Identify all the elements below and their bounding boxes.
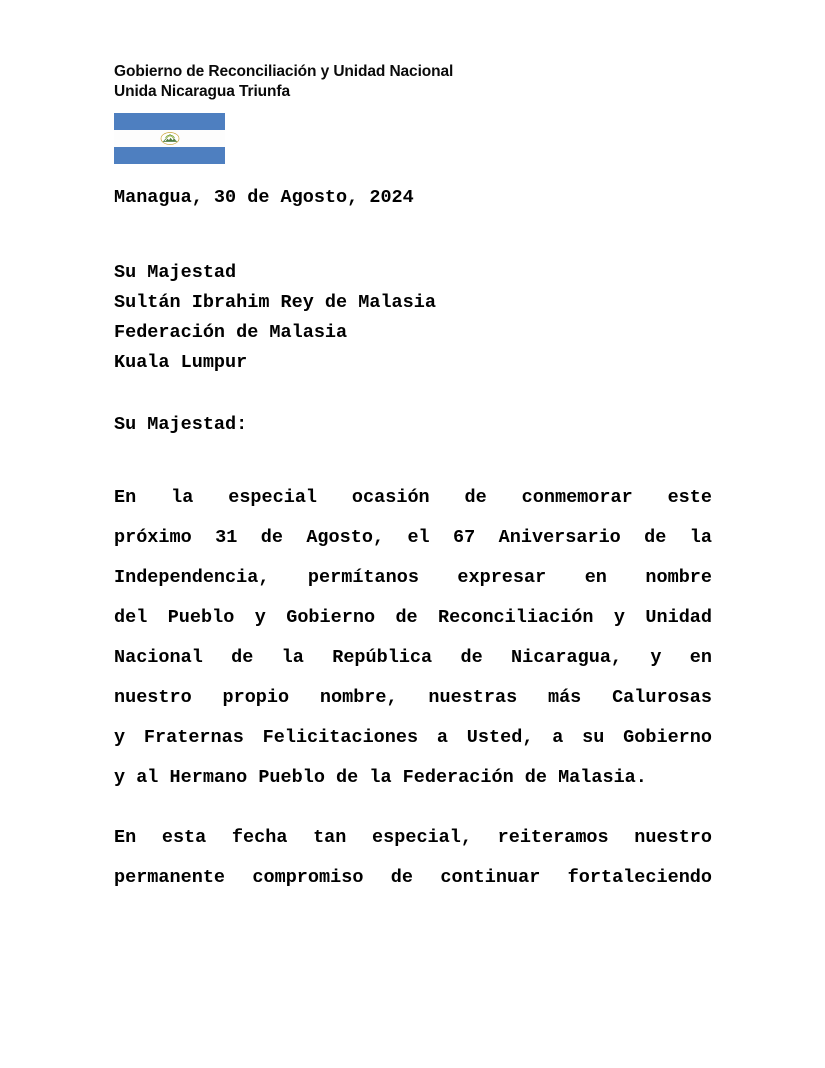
address-line-2: Sultán Ibrahim Rey de Malasia [114, 292, 436, 313]
address-line-1: Su Majestad [114, 262, 237, 283]
paragraph-1-line-2: próximo 31 de Agosto, el 67 Aniversario de la [114, 527, 712, 548]
paragraph-1-line-5: Nacional de la República de Nicaragua, y en [114, 647, 712, 668]
paragraph-2-line-2: permanente compromiso de continuar fortaleciendo [114, 867, 712, 888]
flag-stripe-top-blue [114, 113, 225, 130]
paragraph-1-line-6: nuestro propio nombre, nuestras más Calurosas [114, 687, 712, 708]
letterhead-line-2: Unida Nicaragua Triunfa [114, 83, 290, 100]
recipient-address [114, 258, 712, 378]
paragraph-2-line-1: En esta fecha tan especial, reiteramos nuestro [114, 827, 712, 848]
paragraph-1-line-4: del Pueblo y Gobierno de Reconciliación y Unidad [114, 607, 712, 628]
paragraph-1-line-1: En la especial ocasión de conmemorar este [114, 487, 712, 508]
address-line-3: Federación de Malasia [114, 322, 348, 343]
salutation: Su Majestad: [114, 414, 248, 435]
paragraph-1 [114, 478, 712, 798]
address-line-4: Kuala Lumpur [114, 352, 248, 373]
paragraph-2 [114, 818, 712, 898]
nicaragua-coat-of-arms-icon [160, 132, 180, 145]
letter-body [114, 183, 712, 898]
letterhead [114, 62, 734, 102]
paragraph-1-line-8: y al Hermano Pueblo de la Federación de Malasia. [114, 767, 647, 788]
paragraph-1-line-3: Independencia, permítanos expresar en nombre [114, 567, 712, 588]
flag-stripe-bottom-blue [114, 147, 225, 164]
nicaragua-flag-icon [114, 113, 225, 164]
date-line: Managua, 30 de Agosto, 2024 [114, 187, 414, 208]
paragraph-1-line-7: y Fraternas Felicitaciones a Usted, a su Gobierno [114, 727, 712, 748]
letterhead-line-1: Gobierno de Reconciliación y Unidad Nacional [114, 63, 454, 80]
